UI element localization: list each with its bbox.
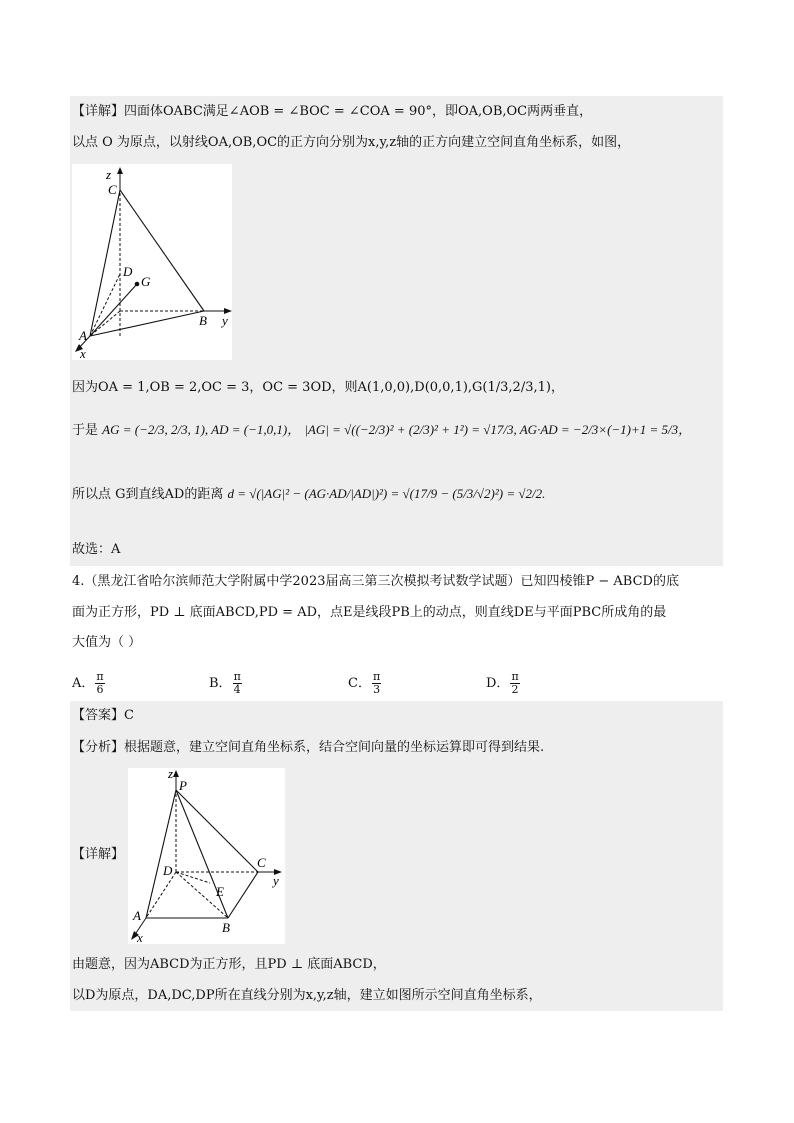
q4-stem-line2: 面为正方形，PD ⊥ 底面ABCD,PD = AD，点E是线段PB上的动点，则直线DE与平面PBC所成角的最	[72, 605, 667, 620]
q4-option-a-frac	[95, 671, 104, 696]
tetrahedron-diagram	[72, 164, 232, 360]
q4-fig-label-a: A	[133, 908, 141, 923]
q4-option-d-letter: D．	[486, 676, 510, 691]
q4-option-b-den: 4	[233, 683, 241, 696]
q3-detail-line2: 以点 O 为原点，以射线OA,OB,OC的正方向分别为x,y,z轴的正方向建立空间直角坐标系，如图，	[72, 135, 631, 150]
q3-detail-tag: 【详解】	[72, 104, 125, 119]
q4-fig-label-b: B	[222, 920, 230, 935]
q3-line4-mag: |AG| = √((−2/3)² + (2/3)² + 1²) = √17/3, AG·AD = −2/3×(−1)+1 = 5/3，	[304, 422, 692, 437]
q4-option-c-frac	[372, 671, 381, 696]
q4-option-c-den: 3	[373, 683, 381, 696]
q4-fig-label-d: D	[163, 863, 173, 878]
q3-fig-label-x: x	[80, 346, 86, 360]
pyramid-diagram	[128, 768, 285, 944]
q3-line5	[72, 484, 545, 505]
q3-line3: 因为OA = 1,OB = 2,OC = 3，OC = 3OD，则A(1,0,0),D(0,0,1),G(1/3,2/3,1)，	[72, 380, 564, 395]
q4-answer-line	[72, 706, 134, 726]
q3-figure	[72, 164, 232, 360]
q4-option-c-num: π	[372, 670, 381, 683]
q3-line4-prefix: 于是	[72, 423, 99, 438]
q3-line4	[72, 420, 691, 441]
q3-line5-prefix: 所以点 G到直线AD的距离	[72, 487, 224, 502]
q3-fig-label-z: z	[106, 167, 112, 182]
q4-answer-value: C	[124, 708, 134, 723]
q4-fig-label-x: x	[137, 930, 143, 944]
q4-fig-label-z: z	[168, 768, 174, 781]
q3-fig-label-c: C	[108, 182, 117, 197]
q4-solution-line2: 以D为原点，DA,DC,DP所在直线分别为x,y,z轴，建立如图所示空间直角坐标系，	[72, 988, 542, 1003]
q4-fig-label-c: C	[257, 855, 266, 870]
q3-fig-label-a: A	[79, 328, 87, 343]
q4-option-b-num: π	[233, 670, 241, 683]
q4-option-c-letter: C．	[348, 676, 371, 691]
q3-fig-label-d: D	[123, 264, 133, 279]
q4-option-d-num: π	[511, 670, 519, 683]
q4-analysis-tag: 【分析】	[72, 740, 125, 755]
q4-stem-line3: 大值为（ ）	[72, 635, 142, 650]
q4-option-b-frac	[233, 671, 242, 696]
q4-solution-line1: 由题意，因为ABCD为正方形，且PD ⊥ 底面ABCD，	[72, 957, 386, 972]
q4-option-d	[486, 671, 521, 696]
q4-answer-tag: 【答案】	[72, 708, 125, 723]
q4-option-a-num: π	[96, 670, 104, 683]
q4-option-b	[209, 671, 243, 696]
q4-analysis-line	[72, 738, 544, 758]
q3-fig-label-g: G	[141, 274, 151, 289]
q4-stem-line1: 4.（黑龙江省哈尔滨师范大学附属中学2023届高三第三次模拟考试数学试题）已知四棱锥P − ABCD的底	[72, 574, 679, 589]
q4-option-d-den: 2	[511, 683, 519, 696]
q3-answer-line: 故选：A	[72, 542, 121, 557]
q3-line1-text: 四面体OABC满足∠AOB = ∠BOC = ∠COA = 90°，即OA,OB,OC两两垂直，	[124, 104, 593, 119]
q3-line5-formula: d = √(|AG|² − (AG·AD/|AD|)²) = √(17/9 − (5/3/√2)²) = √2/2.	[227, 486, 546, 501]
q4-option-b-letter: B．	[209, 676, 232, 691]
q4-option-d-frac	[510, 671, 519, 696]
q4-fig-label-y: y	[273, 873, 279, 888]
q4-detail-tag: 【详解】	[72, 847, 125, 862]
q3-line4-ag: AG = (−2/3, 2/3, 1), AD = (−1,0,1)，	[102, 422, 301, 437]
q4-option-c	[348, 671, 382, 696]
q4-option-a-letter: A．	[72, 676, 95, 691]
q4-fig-label-e: E	[216, 884, 224, 899]
q3-fig-label-b: B	[199, 313, 207, 328]
q3-detail-line1	[72, 102, 592, 122]
q3-fig-label-y: y	[222, 313, 228, 328]
q4-figure	[128, 768, 285, 944]
q4-option-a-den: 6	[96, 683, 104, 696]
q4-option-a	[72, 671, 106, 696]
q4-analysis-text: 根据题意，建立空间直角坐标系，结合空间向量的坐标运算即可得到结果.	[124, 740, 545, 755]
q4-fig-label-p: P	[179, 778, 187, 793]
